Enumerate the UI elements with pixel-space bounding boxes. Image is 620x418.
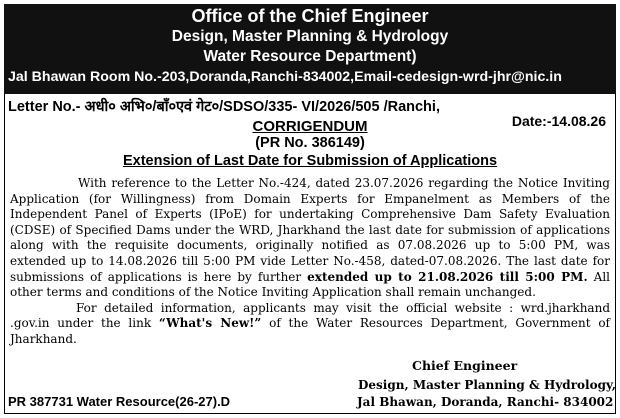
para2-text-a: For detailed information, applicants may visit the official website : wrd.jharkhand .gov.in under the link: [10, 300, 610, 331]
signatory-title: Chief Engineer: [412, 358, 518, 373]
signatory-address: Jal Bhawan, Doranda, Ranchi- 834002: [357, 395, 614, 409]
subject-heading: Extension of Last Date for Submission of Applications: [122, 153, 498, 169]
para1-bold: extended up to 21.08.2026 till 5:00 PM.: [307, 269, 588, 284]
footer-pr-number: PR 387731 Water Resource(26-27).D: [8, 394, 231, 409]
paragraph-1: [10, 176, 610, 301]
address-line: Jal Bhawan Room No.-203,Doranda,Ranchi-834002,Email-cedesign-wrd-jhr@nic.in: [8, 69, 562, 85]
para2-text-b: of the Water Resources Department, Government of Jharkhand.: [10, 316, 610, 346]
department-line: Design, Master Planning & Hydrology: [171, 28, 449, 45]
notice-body: [10, 176, 610, 348]
corrigendum-heading: CORRIGENDUM: [252, 118, 368, 135]
department-line-2: Water Resource Department): [203, 48, 417, 65]
notice-header: [4, 4, 616, 94]
letter-date: Date:-14.08.26: [511, 113, 606, 129]
para1-text-b: All other terms and conditions of the Notice Inviting Application shall remain unchanged.: [10, 269, 610, 300]
para1-text-a: With reference to the Letter No.-424, dated 23.07.2026 regarding the Notice Inviting Application (for Willingness) from Domain Experts for Empanelment as Members of the Independent Panel of Experts (IPoE) for undertaking Comprehensive Dam Safety Evaluation (CDSE) of Specified Dams under the WRD, Jharkhand the last date for submission of applications along with the requisite documents, originally notified as 07.08.2026 up to 5:00 PM, was extended up to 14.08.2026 till 5:00 PM vide Letter No.-458, dated-07.08.2026. The last date for submissions of applications is here by further: [10, 176, 610, 284]
letter-number: Letter No.- अधी० अभि०/बाँ०एवं गेट०/SDSO/335- VI/2026/505 /Ranchi,: [8, 99, 440, 115]
signatory-department: Design, Master Planning & Hydrology,: [358, 378, 616, 392]
paragraph-2: [10, 301, 610, 348]
office-title: Office of the Chief Engineer: [191, 6, 429, 26]
para2-bold: “What's New!”: [158, 316, 262, 331]
pr-number: (PR No. 386149): [255, 135, 365, 151]
